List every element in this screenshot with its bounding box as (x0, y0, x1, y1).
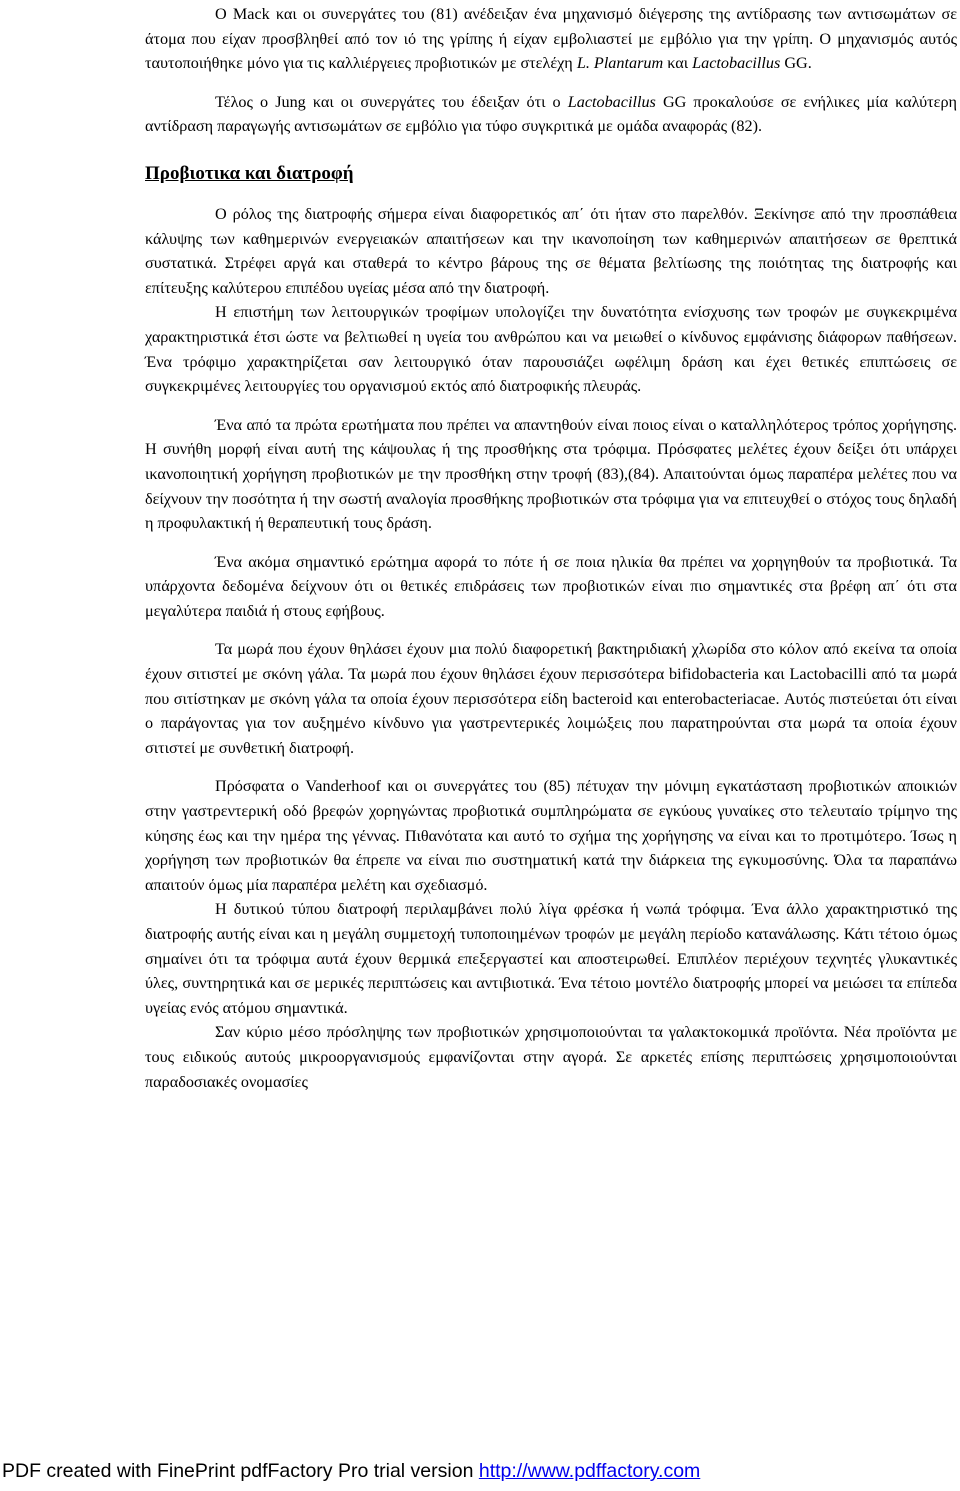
paragraph-administration: Ένα από τα πρώτα ερωτήματα που πρέπει να απαντηθούν είναι ποιος είναι ο καταλληλότερος τρόπος χορήγησης. Η συνήθη μορφή είναι αυτή της κάψουλας ή της προσθήκης στα τρόφιμα. Πρόσφατες μελέτες έχουν δείξει ότι υπάρχει ικανοποιητική χορήγηση προβιοτικών με την προσθήκη στην τροφή (83),(84). Απαιτούνται όμως παραπέρα μελέτες που να δείχνουν την ποσότητα ή την σωστή αναλογία προσθήκης προβιοτικών στα τρόφιμα για να επιτευχθεί ο στόχος τους δηλαδή η προφυλακτική ή θεραπευτική τους δράση. (145, 415, 957, 533)
pdf-footer: PDF created with FinePrint pdfFactory Pro trial version http://www.pdffactory.com (2, 1460, 701, 1482)
pdffactory-link[interactable]: http://www.pdffactory.com (478, 1460, 701, 1482)
document-page (145, 0, 957, 1094)
paragraph-western-diet: Η δυτικού τύπου διατροφή περιλαμβάνει πολύ λίγα φρέσκα ή νωπά τρόφιμα. Ένα άλλο χαρακτηριστικό της διατροφής αυτής είναι και η μεγάλη συμμετοχή τυποποιημένων τροφών με μεγάλη περίοδο κατανάλωσης. Κάτι τέτοιο όμως σημαίνει ότι τα τρόφιμα αυτά έχουν θερμικά επεξεργαστεί και αποστειρωθεί. Επιπλέον περιέχουν τεχνητές γλυκαντικές ύλες, συντηρητικά και σε μερικές περιπτώσεις και αντιβιοτικά. Ένα τέτοιο μοντέλο διατροφής μπορεί να μειώσει τα επίπεδα υγείας ενός ατόμου σημαντικά. (145, 900, 957, 1017)
section-heading: Προβιοτικα και διατροφή (145, 162, 354, 184)
paragraph-diet-role: Ο ρόλος της διατροφής σήμερα είναι διαφορετικός απ΄ ότι ήταν στο παρελθόν. Ξεκίνησε από την προσπάθεια κάλυψης των καθημερινών ενεργειακών απαιτήσεων και την ικανοποίηση των καθημερινών απαιτήσεων σε θρεπτικά συστατικά. Στρέφει αργά και σταθερά το κέντρο βάρους της σε θέματα βελτίωσης της ποιότητας της διατροφής και επίτευξης καλύτερου επιπέδου υγείας μέσα από την διατροφή. (145, 204, 957, 297)
paragraph-jung: Τέλος ο Jung και οι συνεργάτες του έδειξαν ότι ο Lactobacillus GG προκαλούσε σε ενήλικες μία καλύτερη αντίδραση παραγωγής αντισωμάτων σε εμβόλιο για τύφο συγκριτικά με ομάδα αναφοράς (82). (145, 92, 957, 136)
paragraph-dairy: Σαν κύριο μέσο πρόσληψης των προβιοτικών χρησιμοποιούνται τα γαλακτοκομικά προϊόντα. Νέα προϊόντα με τους ειδικούς αυτούς μικροοργανισμούς εμφανίζονται στην αγορά. Σε αρκετές επίσης περιπτώσεις χρησιμοποιούνται παραδοσιακές ονομασίες (145, 1023, 957, 1091)
paragraph-age: Ένα ακόμα σημαντικό ερώτημα αφορά το πότε ή σε ποια ηλικία θα πρέπει να χορηγηθούν τα προβιοτικά. Τα υπάρχοντα δεδομένα δείχνουν ότι οι θετικές επιδράσεις των προβιοτικών είναι πιο σημαντικές στα βρέφη απ΄ ότι στα μεγαλύτερα παιδιά ή στους εφήβους. (145, 552, 957, 620)
paragraph-breastfed: Τα μωρά που έχουν θηλάσει έχουν μια πολύ διαφορετική βακτηριδιακή χλωρίδα στο κόλον από εκείνα τα οποία έχουν σιτιστεί με σκόνη γάλα. Τα μωρά που έχουν θηλάσει έχουν περισσότερα bifidobacteria και Lactobacilli από τα μωρά που σιτίστηκαν με σκόνη γάλα τα οποία έχουν περισσότερα είδη bacteroid και enterobacteriacae. Αυτός πιστεύεται ότι είναι ο παράγοντας για τον αυξημένο κίνδυνο για γαστρεντερικές λοιμώξεις που παρατηρούνται στα μωρά τα οποία έχουν σιτιστεί με συνθετική διατροφή. (145, 640, 957, 757)
paragraph-vanderhoof: Πρόσφατα ο Vanderhoof και οι συνεργάτες του (85) πέτυχαν την μόνιμη εγκατάσταση προβιοτικών αποικιών στην γαστρεντερική οδό βρεφών χορηγώντας προβιοτικά συμπληρώματα σε εγκύους γυναίκες στο τελευταίο τρίμηνο της κύησης έως και την ημέρα της γέννας. Πιθανότατα και αυτό το σχήμα της χορήγησης να είναι και το προτιμότερο. Ίσως η χορήγηση των προβιοτικών θα έπρεπε να είναι πιο συστηματική κατά την διάρκεια της εγκυμοσύνης. Όλα τα παραπάνω απαιτούν όμως μία παραπέρα μελέτη και σχεδιασμό. (145, 777, 957, 894)
paragraph-functional-foods: Η επιστήμη των λειτουργικών τροφίμων υπολογίζει την δυνατότητα ενίσχυσης των τροφών με συγκεκριμένα χαρακτηριστικά έτσι ώστε να βελτιωθεί η υγεία του ανθρώπου και να μειωθεί ο κίνδυνος εμφάνισης διάφορων παθήσεων. Ένα τρόφιμο χαρακτηρίζεται σαν λειτουργικό όταν παρουσιάζει ωφέλιμη δράση και έχει θετικές επιπτώσεις σε συγκεκριμένες λειτουργίες του οργανισμού εκτός από διατροφικής πλευράς. (145, 303, 957, 396)
paragraph-mack: Ο Mack και οι συνεργάτες του (81) ανέδειξαν ένα μηχανισμό διέγερσης της αντίδρασης των αντισωμάτων σε άτομα που είχαν προσβληθεί από τον ιό της γρίπης ή είχαν εμβολιαστεί με εμβόλιο για την γρίπη. Ο μηχανισμός αυτός ταυτοποιήθηκε μόνο για τις καλλιέργειες προβιοτικών με στελέχη L. Plantarum και Lactobacillus GG. (145, 5, 957, 73)
